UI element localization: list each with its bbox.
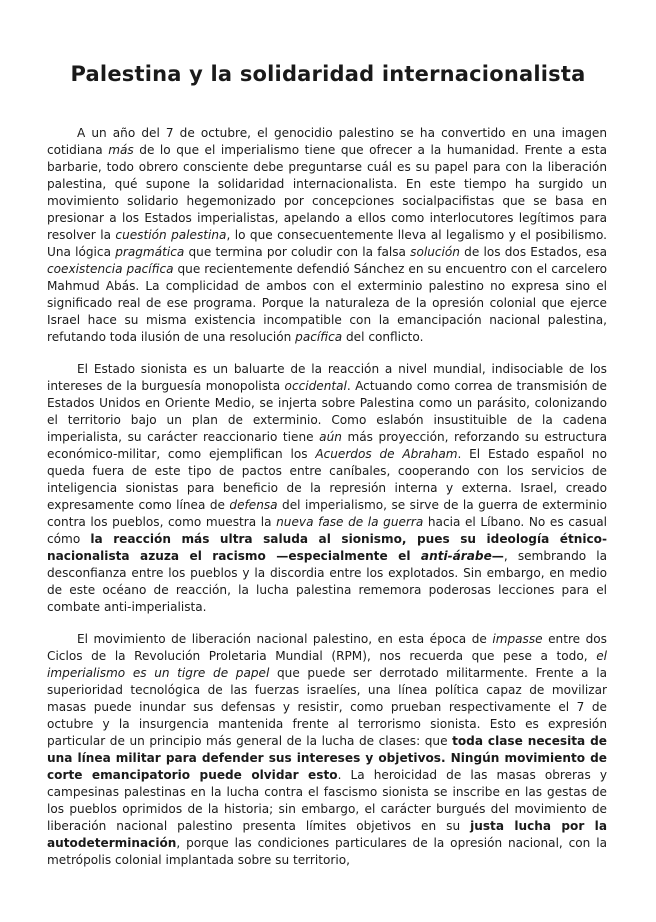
paragraph-3 [47,631,607,869]
text-run: de los dos Estados, esa [459,245,607,259]
text-run: , lo que consecuentemente lleva al legalismo y el posibilismo. Una lógica [47,228,607,259]
text-run: — [491,549,504,563]
text-run: El movimiento de liberación nacional palestino, en esta época de [77,632,493,646]
text-run: impasse [492,632,543,646]
text-run: . Actuando como correa de transmisión de Estados Unidos en Oriente Medio, se injerta sobre Palestina como un parásito, colonizando el territorio bajo un plan de exterminio. Como eslabón insustituible de la cadena imperialista, su carácter reaccionario tiene [47,379,607,444]
text-run: , porque las condiciones particulares de la opresión nacional, con la metrópolis colonial implantada sobre su territorio, [47,836,607,867]
text-run: del imperialismo, se sirve de la guerra de exterminio contra los pueblos, como muestra la [47,498,607,529]
text-run: entre dos Ciclos de la Revolución Proletaria Mundial (RPM), nos recuerda que pese a todo, [47,632,607,663]
text-run: que termina por coludir con la falsa [184,245,411,259]
text-run: defensa [229,498,278,512]
text-run: que puede ser derrotado militarmente. Frente a la superioridad tecnológica de las fuerzas israelíes, una línea política capaz de movilizar masas puede inundar sus defensas y resistir, como prueban respectivamente el 7 de octubre y la insurgencia mantenida frente al terrorismo sionista. Esto es expresión particular de un principio más general de la lucha de clases: que [47,666,607,748]
text-run: solución [410,245,460,259]
text-run: Acuerdos de Abraham [315,447,458,461]
text-run: justa lucha por la autodeterminación [47,819,607,850]
text-run: coexistencia pacífica [47,262,174,276]
text-run: que recientemente defendió Sánchez en su encuentro con el carcelero Mahmud Abás. La complicidad de ambos con el exterminio palestino no expresa sino el significado real de ese programa. Porque la naturaleza de la opresión colonial que ejerce Israel hace su misma existencia incompatible con la emancipación nacional palestina, refutando toda ilusión de una resolución [47,262,607,344]
text-run: el imperialismo es un tigre de papel [47,649,607,680]
text-run: El Estado sionista es un baluarte de la reacción a nivel mundial, indisociable de los intereses de la burguesía monopolista [47,362,607,393]
text-run: A un año del 7 de octubre, el genocidio palestino se ha convertido en una imagen cotidiana [47,126,607,157]
text-run: toda clase necesita de una línea militar para defender sus intereses y objetivos. Ningún movimiento de corte emancipatorio puede olvidar esto [47,734,607,782]
paragraph-2 [47,361,607,616]
text-run: del conflicto. [342,330,424,344]
document-body [47,125,607,869]
text-run: la reacción más ultra saluda al sionismo, pues su ideología étnico-nacionalista azuza el racismo —especialmente el [47,532,607,563]
text-run: más proyección, reforzando su estructura económico-militar, como ejemplifican los [47,430,607,461]
text-run: aún [319,430,342,444]
text-run: nueva fase de la guerra [276,515,424,529]
text-run: anti-árabe [420,549,492,563]
text-run: . La heroicidad de las masas obreras y campesinas palestinas en la lucha contra el fascismo sionista se inscribe en las gestas de los pueblos oprimidos de la historia; sin embargo, el carácter burgués del movimiento de liberación nacional palestino presenta límites objetivos en su [47,768,607,833]
text-run: más [108,143,134,157]
text-run: hacia el Líbano. No es casual cómo [47,515,608,546]
paragraph-1 [47,125,607,346]
text-run: . El Estado español no queda fuera de este tipo de pactos entre caníbales, cooperando con los servicios de inteligencia sionistas para beneficio de la represión interna y externa. Israel, creado expresamente como línea de [47,447,607,512]
page-title: Palestina y la solidaridad internacionalista [70,62,586,86]
text-run: , sembrando la desconfianza entre los pueblos y la discordia entre los explotados. Sin embargo, en medio de este océano de reacción, la lucha palestina rememora poderosas lecciones para el combate anti-imperialista. [47,549,607,614]
text-run: de lo que el imperialismo tiene que ofrecer a la humanidad. Frente a esta barbarie, todo obrero consciente debe preguntarse cuál es su papel para con la liberación palestina, qué supone la solidaridad internacionalista. En este tiempo ha surgido un movimiento solidario hegemonizado por concepciones socialpacifistas que se basa en presionar a los Estados imperialistas, apelando a ellos como interlocutores legítimos para resolver la [47,143,607,242]
text-run: occidental [284,379,347,393]
text-run: cuestión palestina [115,228,227,242]
text-run: pragmática [115,245,185,259]
text-run: pacífica [295,330,343,344]
